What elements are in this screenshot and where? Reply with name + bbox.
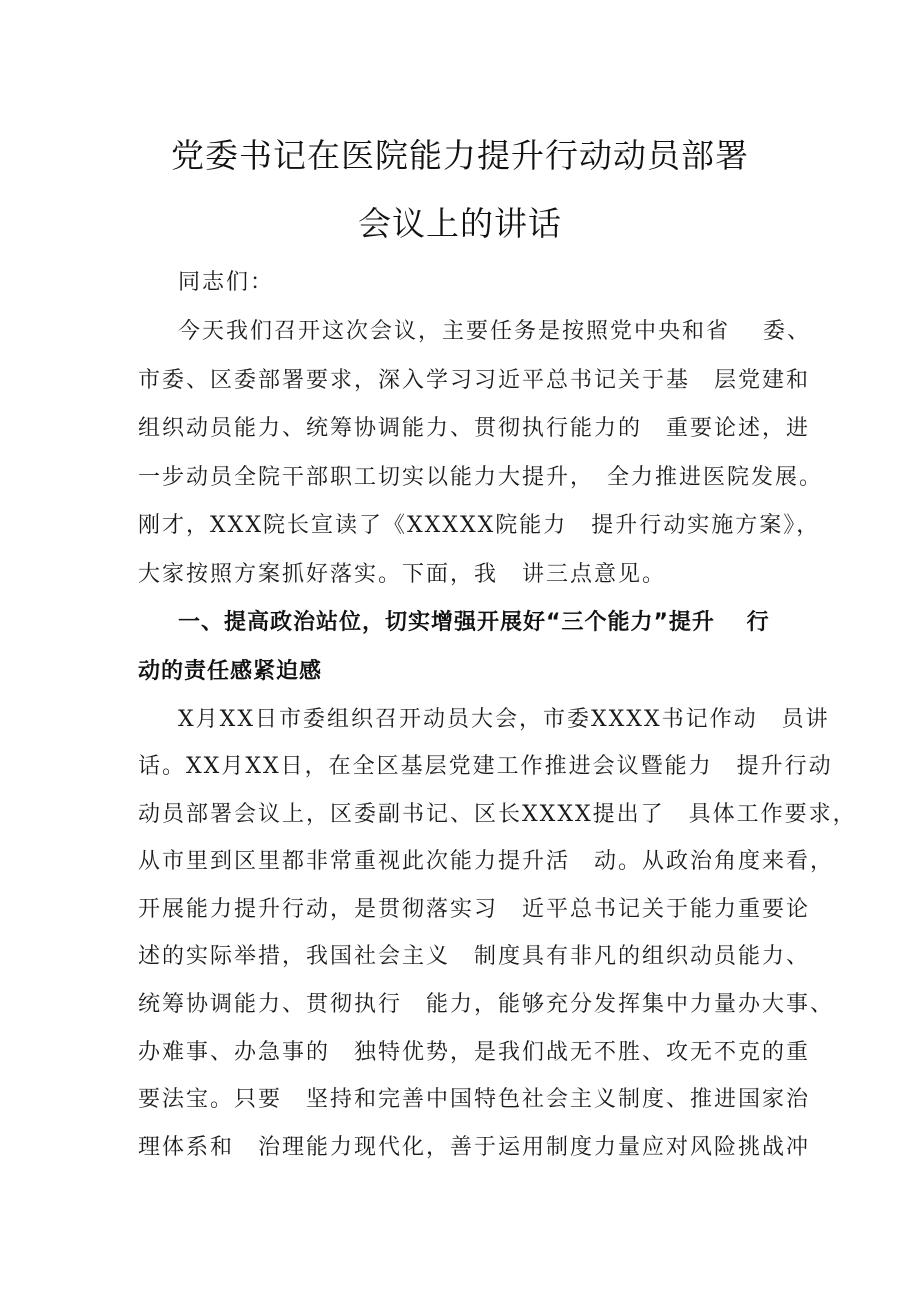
paragraph-1-line: 一步动员全院干部职工切实以能力大提升， 全力推进医院发展。	[138, 465, 824, 490]
document-title-line-2: 会议上的讲话	[358, 204, 562, 243]
salutation: 同志们：	[178, 270, 275, 295]
paragraph-2-line: 统筹协调能力、贯彻执行 能力，能够充分发挥集中力量办大事、	[138, 992, 835, 1017]
paragraph-1-line: 今天我们召开这次会议，主要任务是按照党中央和省 委、	[178, 319, 811, 344]
section-heading-1: 动的责任感紧迫感	[138, 659, 323, 684]
paragraph-1-line: 大家按照方案抓好落实。下面，我 讲三点意见。	[138, 562, 667, 587]
paragraph-2-line: X月XX日市委组织召开动员大会，市委XXXX书记作动 员讲	[178, 707, 830, 732]
paragraph-2-line: 动员部署会议上，区委副书记、区长XXXX提出了 具体工作要求，	[138, 802, 857, 827]
paragraph-2-line: 述的实际举措，我国社会主义 制度具有非凡的组织动员能力、	[138, 944, 811, 969]
paragraph-1-line: 刚才，XXX院长宣读了《XXXXX院能力 提升行动实施方案》，	[138, 513, 821, 538]
document-title-line-1: 党委书记在医院能力提升行动动员部署	[171, 136, 749, 175]
paragraph-2-line: 办难事、办急事的 独特优势，是我们战无不胜、攻无不克的重	[138, 1040, 811, 1065]
paragraph-1-line: 市委、区委部署要求，深入学习习近平总书记关于基 层党建和	[138, 368, 811, 393]
paragraph-2-line: 要法宝。只要 坚持和完善中国特色社会主义制度、推进国家治	[138, 1087, 811, 1112]
paragraph-2-line: 开展能力提升行动，是贯彻落实习 近平总书记关于能力重要论	[138, 897, 811, 922]
paragraph-2-line: 话。XX月XX日，在全区基层党建工作推进会议暨能力 提升行动	[138, 754, 833, 779]
paragraph-1-line: 组织动员能力、统筹协调能力、贯彻执行能力的 重要论述，进	[138, 416, 811, 441]
section-heading-1: 一、提高政治站位，切实增强开展好“三个能力”提升 行	[178, 610, 770, 635]
paragraph-2-line: 从市里到区里都非常重视此次能力提升活 动。从政治角度来看，	[138, 849, 835, 874]
paragraph-2-line: 理体系和 治理能力现代化，善于运用制度力量应对风险挑战冲	[138, 1135, 811, 1160]
